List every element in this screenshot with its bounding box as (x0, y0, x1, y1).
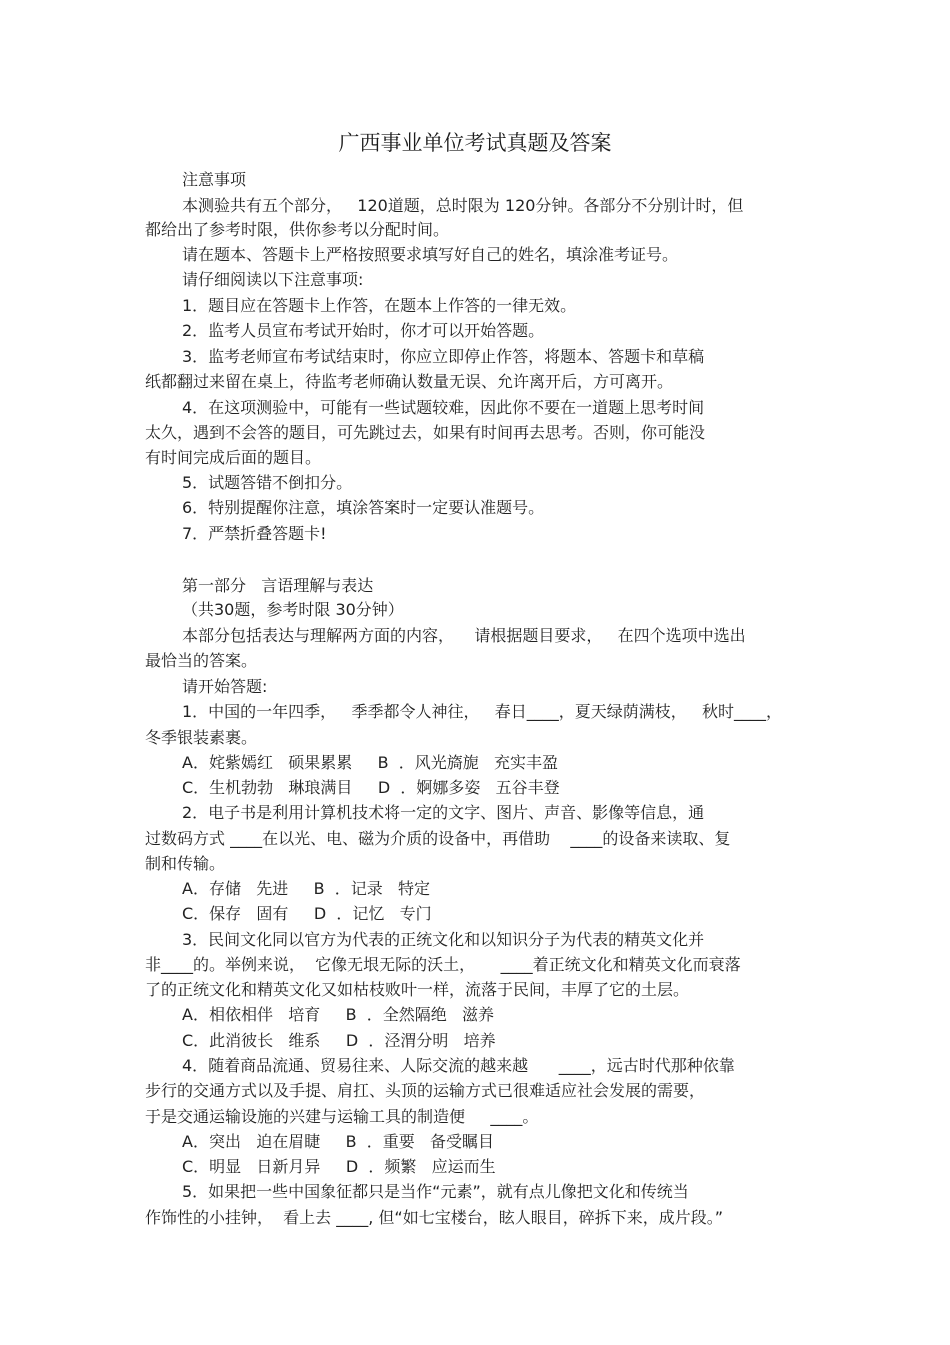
answer-options: C．保存 固有 D ．记忆 专门 (182, 904, 432, 923)
answer-options: C．此消彼长 维系 D ．泾渭分明 培养 (182, 1031, 496, 1050)
text-line: 请开始答题: (182, 677, 268, 696)
question-text: 冬季银装素裹。 (145, 728, 258, 747)
question-text: 过数码方式 ____在以光、电、磁为介质的设备中，再借助 ____的设备来读取、复 (145, 829, 731, 848)
question-text: 5．如果把一些中国象征都只是当作“元素”，就有点儿像把文化和传统当 (182, 1182, 689, 1201)
text-line: 纸都翻过来留在桌上，待监考老师确认数量无误、允许离开后，方可离开。 (145, 372, 674, 391)
question-text: 3．民间文化同以官方为代表的正统文化和以知识分子为代表的精英文化并 (182, 930, 705, 949)
question-text: 作饰性的小挂钟， 看上去 ____, 但“如七宝楼台，眩人眼目，碎拆下来，成片段。” (145, 1208, 724, 1227)
text-line: 有时间完成后面的题目。 (145, 448, 322, 467)
answer-options: A．相依相伴 培育 B ．全然隔绝 滋养 (182, 1005, 495, 1024)
notice-item: 5．试题答错不倒扣分。 (182, 473, 353, 492)
answer-options: A．突出 迫在眉睫 B ．重要 备受瞩目 (182, 1132, 495, 1151)
section-heading: 第一部分 言语理解与表达 (182, 576, 374, 595)
question-text: 1．中国的一年四季， 季季都令人神往， 春日____，夏天绿荫满枝， 秋时____， (182, 702, 782, 721)
notice-item: 3．监考老师宣布考试结束时，你应立即停止作答，将题本、答题卡和草稿 (182, 347, 705, 366)
text-line: 都给出了参考时限，供你参考以分配时间。 (145, 220, 450, 239)
notice-item: 7．严禁折叠答题卡! (182, 524, 327, 543)
text-line: 太久，遇到不会答的题目，可先跳过去，如果有时间再去思考。否则，你可能没 (145, 423, 706, 442)
question-text: 2．电子书是利用计算机技术将一定的文字、图片、声音、影像等信息，通 (182, 803, 705, 822)
question-text: 制和传输。 (145, 854, 226, 873)
text-line: 本部分包括表达与理解两方面的内容， 请根据题目要求， 在四个选项中选出 (182, 626, 746, 645)
document-title: 广西事业单位考试真题及答案 (338, 131, 612, 155)
answer-options: A．存储 先进 B ．记录 特定 (182, 879, 431, 898)
notice-item: 6．特别提醒你注意，填涂答案时一定要认准题号。 (182, 498, 545, 517)
question-text: 了的正统文化和精英文化又如枯枝败叶一样，流落于民间，丰厚了它的土层。 (145, 980, 690, 999)
question-text: 于是交通运输设施的兴建与运输工具的制造便 ____。 (145, 1107, 539, 1126)
section-subheading: （共30题，参考时限 30分钟） (182, 600, 404, 619)
text-line: 本测验共有五个部分， 120道题，总时限为 120分钟。各部分不分别计时，但 (182, 196, 744, 215)
answer-options: A．姹紫嫣红 硕果累累 B ．风光旖旎 充实丰盈 (182, 753, 559, 772)
notice-item: 2．监考人员宣布考试开始时，你才可以开始答题。 (182, 321, 545, 340)
answer-options: C．明显 日新月异 D ．频繁 应运而生 (182, 1157, 496, 1176)
answer-options: C．生机勃勃 琳琅满目 D ．婀娜多姿 五谷丰登 (182, 778, 560, 797)
question-text: 4．随着商品流通、贸易往来、人际交流的越来越 ____，远古时代那种依靠 (182, 1056, 735, 1075)
text-line: 请在题本、答题卡上严格按照要求填写好自己的姓名，填涂准考证号。 (182, 245, 679, 264)
question-text: 非____的。举例来说， 它像无垠无际的沃土， ____着正统文化和精英文化而衰落 (145, 955, 741, 974)
text-line: 最恰当的答案。 (145, 651, 258, 670)
question-text: 步行的交通方式以及手提、肩扛、头顶的运输方式已很难适应社会发展的需要， (145, 1081, 706, 1100)
notice-item: 4．在这项测验中，可能有一些试题较难，因此你不要在一道题上思考时间 (182, 398, 705, 417)
notice-item: 1．题目应在答题卡上作答，在题本上作答的一律无效。 (182, 296, 577, 315)
notice-heading: 注意事项 (182, 170, 247, 189)
text-line: 请仔细阅读以下注意事项: (182, 270, 364, 289)
